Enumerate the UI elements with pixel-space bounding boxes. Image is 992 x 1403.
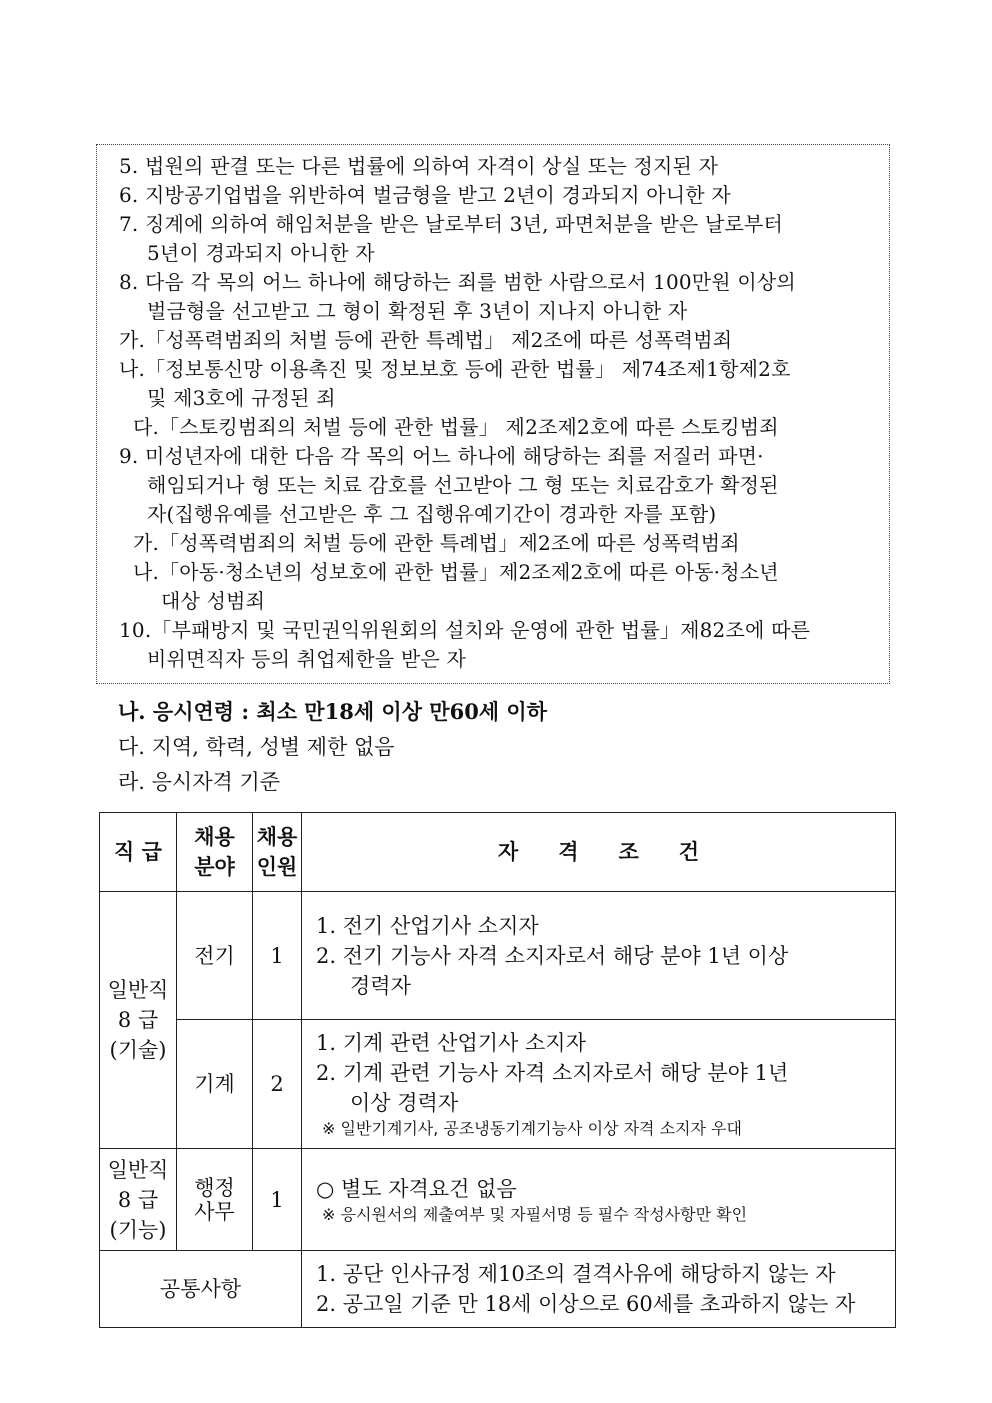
no-restriction-note: 다. 지역, 학력, 성별 제한 없음 bbox=[118, 735, 395, 759]
disq-item-8-cont: 벌금형을 선고받고 그 형이 확정된 후 3년이 지나지 아니한 자 bbox=[147, 299, 688, 323]
qualification-table bbox=[99, 812, 896, 1328]
disq-item-8-na: 나.「정보통신망 이용촉진 및 정보보호 등에 관한 법률」 제74조제1항제2호 bbox=[119, 357, 791, 381]
condition-line: 2. 전기 기능사 자격 소지자로서 해당 분야 1년 이상 bbox=[316, 943, 789, 968]
field-admin-line2: 사무 bbox=[194, 1199, 235, 1224]
disq-item-9: 9. 미성년자에 대한 다음 각 목의 어느 하나에 해당하는 죄를 저질러 파면· bbox=[119, 444, 764, 468]
disq-item-8-ga: 가.「성폭력범죄의 처벌 등에 관한 특례법」 제2조에 따른 성폭력범죄 bbox=[119, 328, 733, 352]
count-admin: 1 bbox=[253, 1149, 302, 1251]
condition-line: 2. 기계 관련 기능사 자격 소지자로서 해당 분야 1년 bbox=[316, 1061, 789, 1085]
table-row bbox=[100, 1251, 896, 1328]
count-machine: 2 bbox=[253, 1020, 302, 1149]
condition-line: ○ 별도 자격요건 없음 bbox=[316, 1176, 517, 1201]
header-count-line2: 인원 bbox=[256, 854, 298, 879]
preference-note: ※ 일반기계기사, 공조냉동기계기능사 이상 자격 소지자 우대 bbox=[322, 1119, 742, 1138]
condition-line: 1. 공단 인사규정 제10조의 결격사유에 해당하지 않는 자 bbox=[316, 1262, 836, 1286]
condition-line: 경력자 bbox=[350, 973, 411, 998]
grade-tech-line2: 8 급 bbox=[117, 1008, 159, 1032]
common-label: 공통사항 bbox=[100, 1251, 302, 1328]
grade-skill-line3: (기능) bbox=[109, 1217, 167, 1242]
disq-item-10-cont: 비위면직자 등의 취업제한을 받은 자 bbox=[147, 647, 467, 671]
disq-item-8-da: 다.「스토킹범죄의 처벌 등에 관한 법률」 제2조제2호에 따른 스토킹범죄 bbox=[133, 415, 779, 439]
condition-common bbox=[302, 1251, 896, 1328]
disqualification-box bbox=[96, 144, 890, 684]
header-field bbox=[177, 813, 253, 892]
field-machine: 기계 bbox=[177, 1020, 253, 1149]
grade-skill-line1: 일반직 bbox=[107, 1157, 169, 1182]
disq-item-10: 10.「부패방지 및 국민권익위원회의 설치와 운영에 관한 법률」제82조에 따른 bbox=[119, 618, 811, 642]
disq-item-8-na-cont: 및 제3호에 규정된 죄 bbox=[147, 386, 336, 410]
grade-skill-cell bbox=[100, 1149, 177, 1251]
grade-skill-line2: 8 급 bbox=[117, 1187, 159, 1212]
criteria-heading: 라. 응시자격 기준 bbox=[118, 770, 281, 794]
condition-line: 2. 공고일 기준 만 18세 이상으로 60세를 초과하지 않는 자 bbox=[316, 1292, 856, 1316]
condition-machine bbox=[302, 1020, 896, 1149]
table-header-row bbox=[100, 813, 896, 892]
field-electric: 전기 bbox=[177, 892, 253, 1020]
condition-line: 1. 전기 산업기사 소지자 bbox=[316, 913, 539, 938]
field-admin bbox=[177, 1149, 253, 1251]
condition-line: 이상 경력자 bbox=[350, 1091, 459, 1115]
header-count-line1: 채용 bbox=[256, 824, 298, 849]
header-count bbox=[253, 813, 302, 892]
condition-admin bbox=[302, 1149, 896, 1251]
header-field-line1: 채용 bbox=[194, 824, 235, 849]
disq-item-8: 8. 다음 각 목의 어느 하나에 해당하는 죄를 범한 사람으로서 100만원 이상의 bbox=[119, 270, 796, 294]
disq-item-7: 7. 징계에 의하여 해임처분을 받은 날로부터 3년, 파면처분을 받은 날로부터 bbox=[119, 212, 784, 236]
grade-tech-line3: (기술) bbox=[109, 1038, 167, 1062]
table-row bbox=[100, 1020, 896, 1149]
header-field-line2: 분야 bbox=[194, 854, 235, 879]
condition-line: 1. 기계 관련 산업기사 소지자 bbox=[316, 1031, 586, 1055]
disq-item-9-na-cont: 대상 성범죄 bbox=[161, 589, 266, 613]
disq-item-9-cont2: 자(집행유예를 선고받은 후 그 집행유예기간이 경과한 자를 포함) bbox=[147, 502, 717, 526]
disq-item-7-cont: 5년이 경과되지 아니한 자 bbox=[147, 241, 375, 265]
grade-tech-line1: 일반직 bbox=[107, 978, 169, 1002]
disq-item-9-ga: 가.「성폭력범죄의 처벌 등에 관한 특례법」제2조에 따른 성폭력범죄 bbox=[133, 531, 740, 555]
condition-electric bbox=[302, 892, 896, 1020]
disq-item-9-na: 나.「아동·청소년의 성보호에 관한 법률」제2조제2호에 따른 아동·청소년 bbox=[133, 560, 779, 584]
disq-item-9-cont1: 해임되거나 형 또는 치료 감호를 선고받아 그 형 또는 치료감호가 확정된 bbox=[147, 473, 779, 497]
header-condition: 자격조건 bbox=[302, 813, 896, 892]
grade-tech-cell bbox=[100, 892, 177, 1149]
disq-item-6: 6. 지방공기업법을 위반하여 벌금형을 받고 2년이 경과되지 아니한 자 bbox=[119, 183, 731, 207]
age-requirement: 나. 응시연령 : 최소 만18세 이상 만60세 이하 bbox=[118, 699, 547, 724]
table-row bbox=[100, 1149, 896, 1251]
disq-item-5: 5. 법원의 판결 또는 다른 법률에 의하여 자격이 상실 또는 정지된 자 bbox=[119, 154, 719, 178]
field-admin-line1: 행정 bbox=[194, 1175, 235, 1200]
table-row bbox=[100, 892, 896, 1020]
application-check-note: ※ 응시원서의 제출여부 및 자필서명 등 필수 작성사항만 확인 bbox=[322, 1204, 748, 1224]
header-grade: 직 급 bbox=[100, 813, 177, 892]
count-electric: 1 bbox=[253, 892, 302, 1020]
